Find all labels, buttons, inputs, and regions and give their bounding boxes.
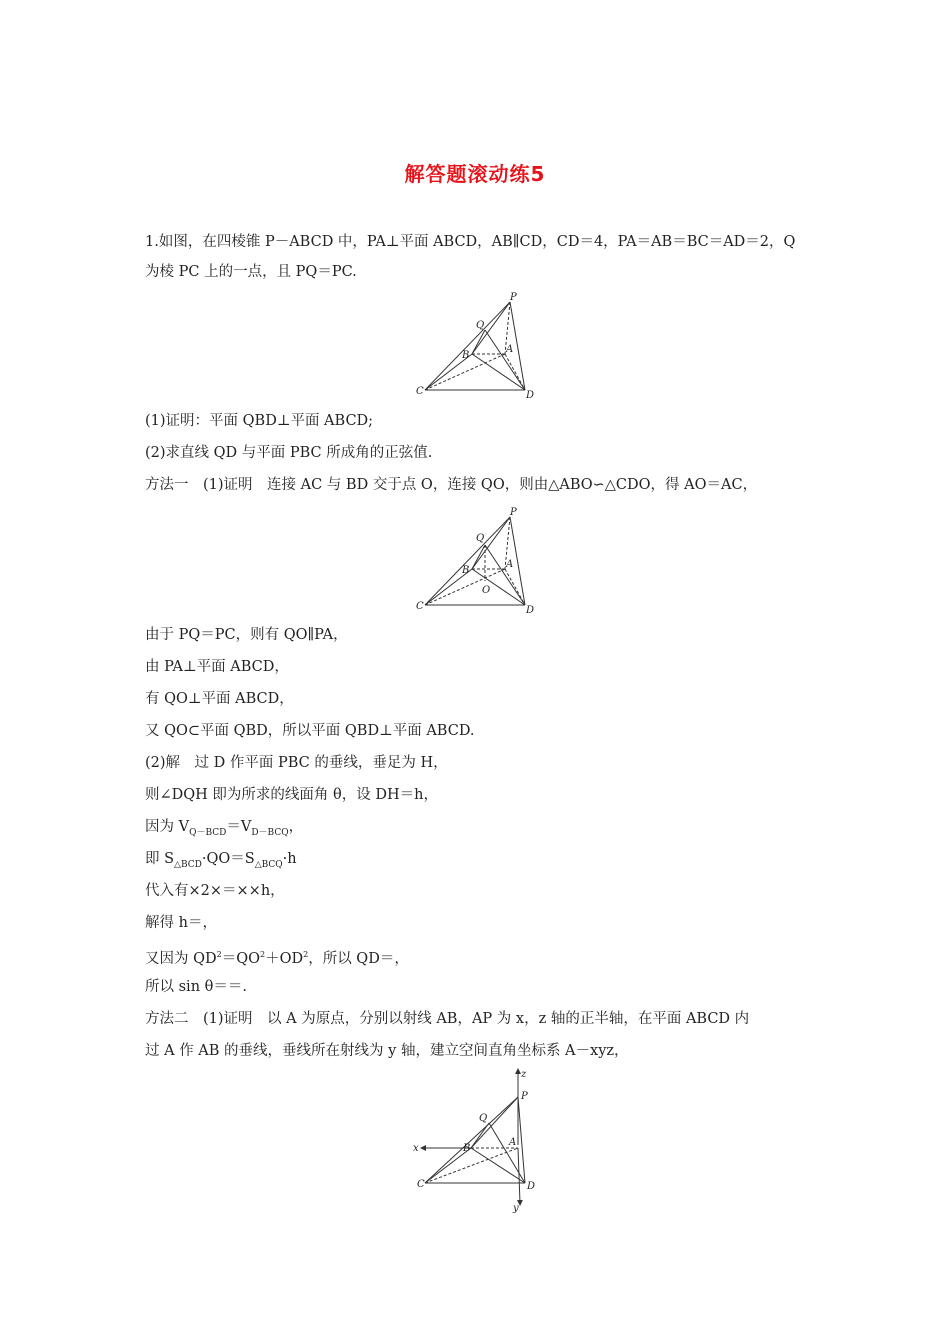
text: ，所以 QD＝， [308, 950, 409, 967]
subscript: △BCQ [254, 859, 283, 870]
label-Q: Q [476, 533, 485, 544]
pyramid-figure-2 [410, 505, 550, 617]
label-P: P [510, 292, 517, 303]
label-O: O [482, 585, 491, 596]
text: ＋OD [265, 950, 304, 967]
method1-line-4: 又 QO⊂平面 QBD，所以平面 QBD⊥平面 ABCD. [145, 723, 475, 739]
label-A: A [506, 344, 514, 355]
label-D: D [527, 1181, 536, 1192]
text: 又因为 QD [145, 950, 217, 967]
text: ＝QO [221, 950, 260, 967]
method1-line-5: (2)解 过 D 作平面 PBC 的垂线，垂足为 H， [145, 755, 448, 771]
subscript: Q－BCD [189, 827, 227, 838]
label-z: z [521, 1069, 527, 1080]
method1-line-11 [145, 945, 409, 969]
subscript: D－BCQ [251, 827, 289, 838]
text: 即 S [145, 851, 175, 867]
superscript: 2 [303, 950, 309, 959]
method1-line-2: 由 PA⊥平面 ABCD， [145, 659, 289, 675]
subscript: △BCD [174, 859, 202, 870]
method1-line-1: 由于 PQ＝PC，则有 QO∥PA， [145, 627, 348, 643]
text: ·h [282, 851, 297, 867]
problem-line-1: 1.如图，在四棱锥 P－ABCD 中，PA⊥平面 ABCD，AB∥CD，CD＝4，PA＝AB＝BC＝AD＝2，Q [145, 234, 796, 250]
label-A: A [506, 559, 514, 570]
method1-line-3: 有 QO⊥平面 ABCD， [145, 691, 294, 707]
label-Q: Q [479, 1113, 488, 1124]
label-B: B [462, 565, 470, 576]
text: ， [288, 819, 304, 835]
method1-line-6: 则∠DQH 即为所求的线面角 θ，设 DH＝h， [145, 787, 438, 803]
method1-line-7 [145, 817, 303, 843]
method1-line-8 [145, 849, 297, 875]
label-y: y [513, 1203, 519, 1214]
label-P: P [510, 507, 517, 518]
problem-part-1: (1)证明：平面 QBD⊥平面 ABCD; [145, 413, 374, 429]
label-C: C [417, 1179, 425, 1190]
method2-intro: 方法二 (1)证明 以 A 为原点，分别以射线 AB，AP 为 x，z 轴的正半轴，在平面 ABCD 内 [145, 1011, 750, 1027]
label-D: D [526, 390, 535, 401]
superscript: 2 [260, 950, 266, 959]
label-B: B [463, 1143, 471, 1154]
method2-line-2: 过 A 作 AB 的垂线，垂线所在射线为 y 轴，建立空间直角坐标系 A－xyz， [145, 1043, 629, 1059]
problem-part-2: (2)求直线 QD 与平面 PBC 所成角的正弦值. [145, 445, 433, 461]
label-x: x [413, 1143, 419, 1154]
method1-line-10: 解得 h＝， [145, 915, 217, 931]
label-C: C [416, 386, 424, 397]
coordinate-figure [405, 1065, 555, 1215]
method1-line-9: 代入有×2×＝××h， [145, 883, 285, 899]
text: ·QO＝S [201, 851, 255, 867]
label-A: A [509, 1137, 517, 1148]
problem-line-2: 为棱 PC 上的一点，且 PQ＝PC. [145, 264, 357, 280]
method1-intro: 方法一 (1)证明 连接 AC 与 BD 交于点 O，连接 QO，则由△ABO∽△CDO，得 AO＝AC， [145, 477, 758, 493]
text: ＝V [226, 819, 252, 835]
label-B: B [462, 350, 470, 361]
superscript: 2 [216, 950, 222, 959]
text: 因为 V [145, 819, 190, 835]
label-P: P [521, 1091, 528, 1102]
page-title: 解答题滚动练5 [404, 162, 546, 186]
label-Q: Q [476, 320, 485, 331]
method1-line-12: 所以 sin θ＝＝. [145, 979, 247, 995]
label-D: D [526, 605, 535, 616]
label-C: C [416, 601, 424, 612]
pyramid-figure-1 [410, 290, 550, 402]
